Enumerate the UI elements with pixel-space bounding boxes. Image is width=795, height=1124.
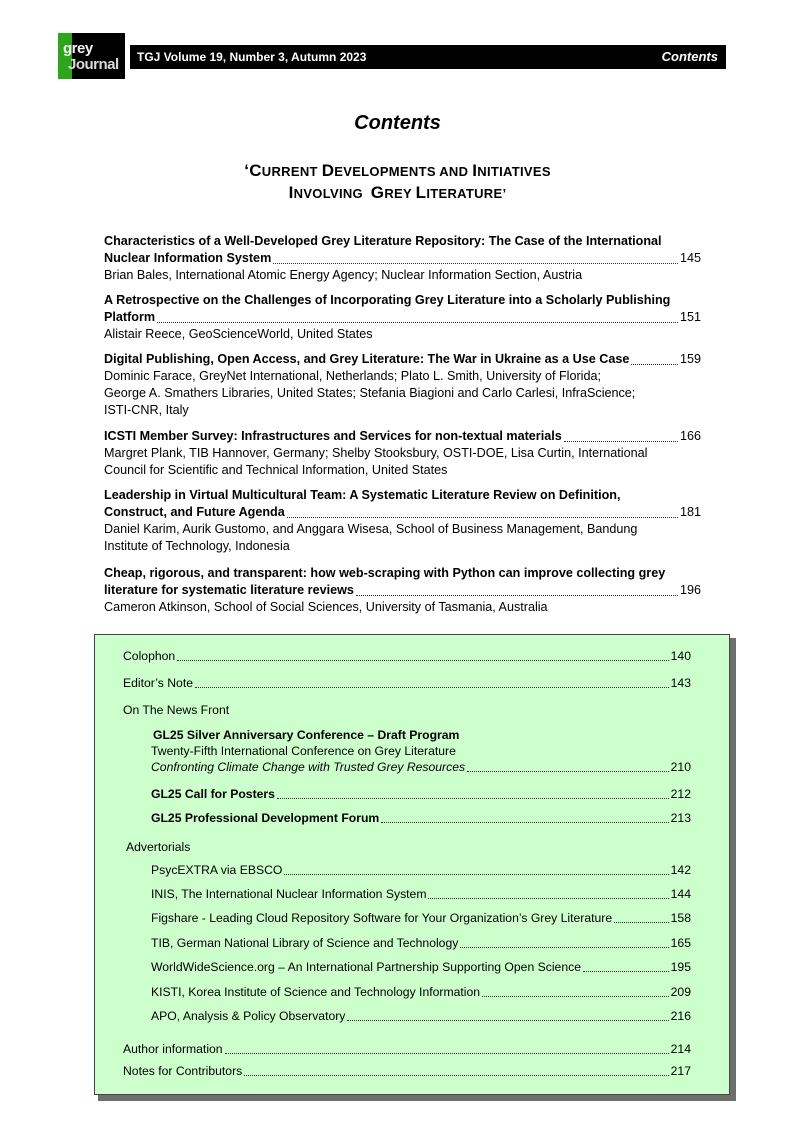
advertorial-entry[interactable]: KISTI, Korea Institute of Science and Technology Information 209 <box>151 985 691 999</box>
article-entry[interactable] <box>104 292 701 343</box>
page-number: 165 <box>670 936 691 950</box>
article-title: Leadership in Virtual Multicultural Team: A Systematic Literature Review on Definition, <box>104 488 621 502</box>
article-authors: Institute of Technology, Indonesia <box>104 539 290 553</box>
article-title-line: Nuclear Information System 145 <box>104 251 701 265</box>
gl25-posters-entry[interactable]: GL25 Call for Posters 212 <box>151 787 691 801</box>
news-front-heading: On The News Front <box>123 703 230 717</box>
advertorials-heading: Advertorials <box>126 840 191 854</box>
page-title: Contents <box>354 112 441 134</box>
article-authors: Alistair Reece, GeoScienceWorld, United States <box>104 327 373 341</box>
page-number: 144 <box>670 887 691 901</box>
page-number: 216 <box>670 1009 691 1023</box>
subtitle-line-2: INVOLVING GREY LITERATURE’ <box>288 183 507 202</box>
page-number: 140 <box>670 649 691 663</box>
article-entry[interactable] <box>104 233 701 284</box>
article-authors: Daniel Karim, Aurik Gustomo, and Anggara Wisesa, School of Business Management, Bandung <box>104 522 638 536</box>
notes-for-contributors-entry[interactable]: Notes for Contributors 217 <box>123 1064 691 1078</box>
page-number: 181 <box>679 505 701 519</box>
advertorial-entry[interactable]: WorldWideScience.org – An International Partnership Supporting Open Science 195 <box>151 960 691 974</box>
article-authors: ISTI-CNR, Italy <box>104 403 189 417</box>
gl25-subtitle: Twenty-Fifth International Conference on Grey Literature <box>151 744 456 758</box>
page-number: 209 <box>670 985 691 999</box>
page-number: 214 <box>670 1042 691 1056</box>
page-number: 145 <box>679 251 701 265</box>
article-authors: Council for Scientific and Technical Information, United States <box>104 463 448 477</box>
advertorial-entry[interactable]: APO, Analysis & Policy Observatory 216 <box>151 1009 691 1023</box>
advertorial-entry[interactable]: TIB, German National Library of Science and Technology 165 <box>151 936 691 950</box>
article-title-line: Platform 151 <box>104 310 701 324</box>
gl25-title: GL25 Silver Anniversary Conference – Draft Program <box>153 728 460 742</box>
section-label: Contents <box>661 49 718 64</box>
article-authors: George A. Smathers Libraries, United States; Stefania Biagioni and Carlo Carlesi, InfraScience; <box>104 386 636 400</box>
page-number: 210 <box>670 760 691 774</box>
advertorial-entry[interactable]: INIS, The International Nuclear Information System 144 <box>151 887 691 901</box>
article-title: Characteristics of a Well-Developed Grey Literature Repository: The Case of the International <box>104 234 662 248</box>
page-number: 196 <box>679 583 701 597</box>
advertorial-entry[interactable]: PsycEXTRA via EBSCO 142 <box>151 863 691 877</box>
page-number: 195 <box>670 960 691 974</box>
article-authors: Dominic Farace, GreyNet International, Netherlands; Plato L. Smith, University of Florida; <box>104 369 601 383</box>
page-number: 159 <box>679 352 701 366</box>
page-number: 213 <box>670 811 691 825</box>
page-number: 158 <box>670 911 691 925</box>
article-authors: Margret Plank, TIB Hannover, Germany; Shelby Stooksbury, OSTI-DOE, Lisa Curtin, International <box>104 446 648 460</box>
page-number: 151 <box>679 310 701 324</box>
page-number: 217 <box>670 1064 691 1078</box>
gl25-program-entry[interactable]: GL25 Silver Anniversary Conference – Draft Program Twenty-Fifth International Conference on Grey Literature Confronting Climate Change with Trusted Grey Resources 210 <box>151 728 691 774</box>
article-authors: Brian Bales, International Atomic Energy Agency; Nuclear Information Section, Austria <box>104 268 583 282</box>
article-entry[interactable] <box>104 428 701 479</box>
colophon-entry[interactable]: Colophon 140 <box>123 649 691 663</box>
logo-grey: grey <box>63 40 93 57</box>
article-title-line: Construct, and Future Agenda 181 <box>104 505 701 519</box>
article-title-line: Digital Publishing, Open Access, and Grey Literature: The War in Ukraine as a Use Case 159 <box>104 352 701 366</box>
article-title: Cheap, rigorous, and transparent: how web-scraping with Python can improve collecting grey <box>104 566 666 580</box>
logo-the: The <box>60 35 69 41</box>
article-authors: Cameron Atkinson, School of Social Sciences, University of Tasmania, Australia <box>104 600 548 614</box>
author-information-entry[interactable]: Author information 214 <box>123 1042 691 1056</box>
page-number: 142 <box>670 863 691 877</box>
grey-journal-logo <box>58 33 125 79</box>
page-number: 212 <box>670 787 691 801</box>
article-entry[interactable] <box>104 565 701 616</box>
page-number: 166 <box>679 429 701 443</box>
page-number: 143 <box>670 676 691 690</box>
article-title-line: ICSTI Member Survey: Infrastructures and Services for non-textual materials 166 <box>104 429 701 443</box>
article-entry[interactable] <box>104 487 701 555</box>
issue-label: TGJ Volume 19, Number 3, Autumn 2023 <box>137 50 367 64</box>
article-entry[interactable] <box>104 351 701 419</box>
header-bar <box>130 45 726 69</box>
subtitle-line-1: ‘CURRENT DEVELOPMENTS AND INITIATIVES <box>244 161 551 180</box>
article-title-line: literature for systematic literature reviews 196 <box>104 583 701 597</box>
logo-journal: Journal <box>68 56 119 73</box>
advertorial-entry[interactable]: Figshare - Leading Cloud Repository Software for Your Organization’s Grey Literature 158 <box>151 911 691 925</box>
gl25-forum-entry[interactable]: GL25 Professional Development Forum 213 <box>151 811 691 825</box>
editors-note-entry[interactable]: Editor’s Note 143 <box>123 676 691 690</box>
article-title: A Retrospective on the Challenges of Incorporating Grey Literature into a Scholarly Publishing <box>104 293 671 307</box>
